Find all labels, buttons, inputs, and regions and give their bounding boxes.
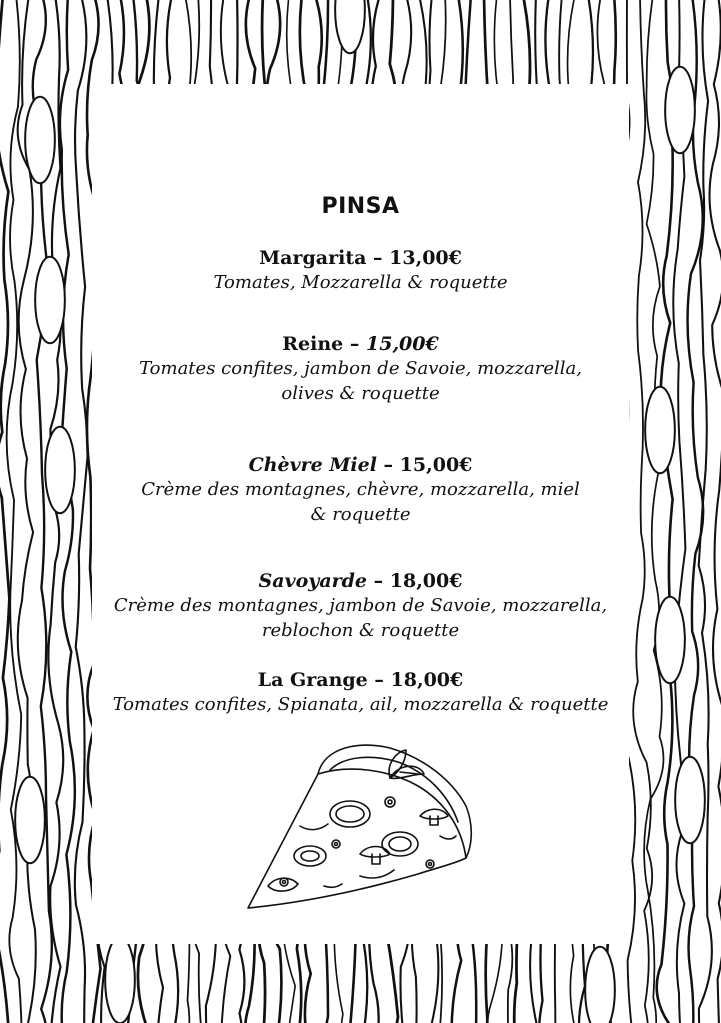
item-description: Tomates confites, jambon de Savoie, mozzarella, xyxy=(139,358,582,379)
wood-grain-line xyxy=(699,0,712,1023)
item-price: 15,00€ xyxy=(399,454,473,476)
item-name: La Grange xyxy=(257,669,368,691)
menu-item-heading xyxy=(92,246,629,270)
menu-item-savoyarde xyxy=(92,569,629,643)
menu-item-heading xyxy=(92,569,629,593)
item-description: Crème des montagnes, chèvre, mozzarella, miel xyxy=(141,479,580,500)
wood-knot xyxy=(655,597,685,683)
item-name: Savoyarde xyxy=(258,570,368,592)
item-description-line2: reblochon & roquette xyxy=(261,620,460,641)
menu-item-reine xyxy=(92,332,629,406)
item-separator: – xyxy=(343,333,366,355)
pizza-slice-icon xyxy=(240,736,476,914)
item-price: 15,00€ xyxy=(366,333,439,355)
wood-knot xyxy=(665,67,695,153)
wood-grain-line xyxy=(710,0,721,1023)
wood-knot xyxy=(645,387,675,473)
wood-knot xyxy=(335,0,365,53)
item-price: 13,00€ xyxy=(389,247,462,269)
item-description: Crème des montagnes, jambon de Savoie, mozzarella, xyxy=(113,595,608,616)
item-separator: – xyxy=(376,454,400,476)
item-description-line2: olives & roquette xyxy=(281,383,440,404)
item-description: Tomates confites, Spianata, ail, mozzarella & roquette xyxy=(112,694,609,715)
menu-title: PINSA xyxy=(321,194,400,219)
wood-grain-line xyxy=(644,0,663,1023)
menu-item-heading xyxy=(92,453,629,477)
menu-panel xyxy=(92,84,629,944)
wood-knot xyxy=(585,947,615,1023)
wood-knot xyxy=(25,97,55,183)
wood-grain-line xyxy=(686,0,703,1023)
item-name: Reine xyxy=(282,333,344,355)
menu-item-chevre-miel xyxy=(92,453,629,527)
menu-item-heading xyxy=(92,668,629,692)
menu-item-margarita xyxy=(92,246,629,295)
menu-item-heading xyxy=(92,332,629,356)
wood-grain-line xyxy=(0,0,10,1023)
wood-knot xyxy=(105,937,135,1023)
item-description: Tomates, Mozzarella & roquette xyxy=(213,272,508,293)
item-separator: – xyxy=(367,669,391,691)
item-description-line2: & roquette xyxy=(310,504,411,525)
wood-grain-line xyxy=(633,0,652,1023)
menu-item-la-grange xyxy=(92,668,629,717)
item-price: 18,00€ xyxy=(389,570,463,592)
item-separator: – xyxy=(366,247,390,269)
item-name: Margarita xyxy=(259,247,367,269)
wood-grain-line xyxy=(657,0,674,1023)
wood-knot xyxy=(35,257,65,343)
item-separator: – xyxy=(367,570,390,592)
wood-knot xyxy=(675,757,705,843)
item-name: Chèvre Miel xyxy=(248,454,377,476)
wood-knot xyxy=(15,777,45,863)
wood-grain-line xyxy=(7,0,22,1023)
wood-grain-line xyxy=(75,0,88,1023)
wood-knot xyxy=(45,427,75,513)
item-price: 18,00€ xyxy=(390,669,464,691)
